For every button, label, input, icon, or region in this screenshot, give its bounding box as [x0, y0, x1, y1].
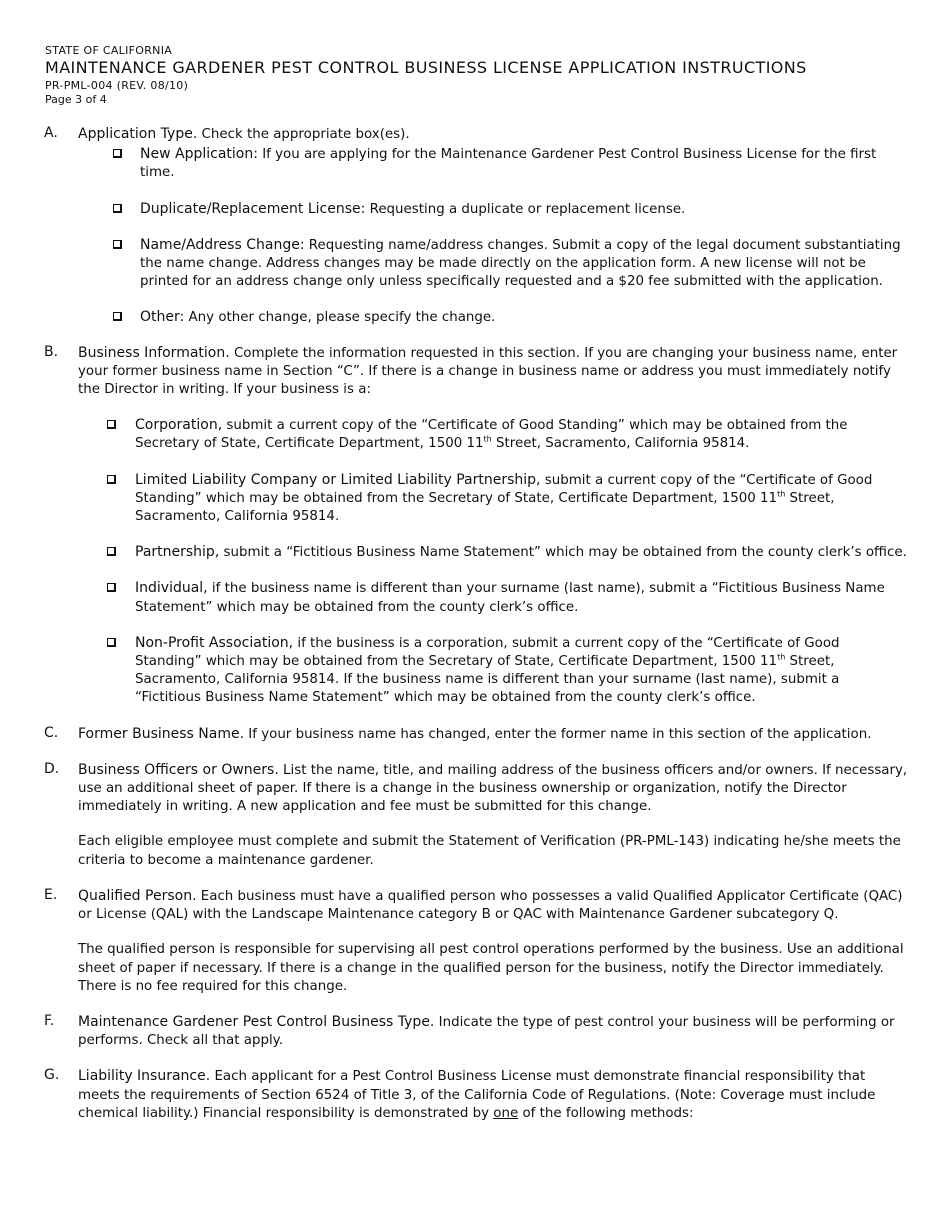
checkbox-bullet-icon [113, 240, 122, 249]
item-label: Individual, [135, 580, 208, 597]
section-title: Business Information. [78, 344, 230, 361]
list-item [140, 200, 908, 219]
item-label: Non-Profit Association, [135, 634, 294, 651]
section-c [0, 725, 950, 744]
section-letter: B. [44, 343, 59, 360]
section-f [0, 1013, 950, 1050]
section-letter: C. [44, 724, 59, 741]
section-title: Application Type. [78, 126, 198, 142]
section-title: Maintenance Gardener Pest Control Business Type. [78, 1013, 435, 1030]
checkbox-bullet-icon [107, 547, 116, 556]
section-a [0, 125, 950, 328]
section-d [0, 761, 950, 870]
item-text: Requesting a duplicate or replacement license. [365, 201, 686, 217]
section-text: Each business must have a qualified person who possesses a valid Qualified Applicator Certificate (QAC) or License (QAL) with the Landscape Maintenance category B or QAC with Maintenance Gardener subcategory Q. [78, 888, 903, 923]
section-title: Former Business Name. [78, 725, 245, 742]
section-title: Liability Insurance. [78, 1068, 211, 1085]
section-letter: E. [44, 886, 58, 903]
document-title: MAINTENANCE GARDENER PEST CONTROL BUSINESS LICENSE APPLICATION INSTRUCTIONS [45, 58, 807, 77]
checkbox-bullet-icon [107, 420, 116, 429]
checkbox-bullet-icon [113, 312, 122, 321]
item-text: If you are applying for the Maintenance Gardener Pest Control Business License for the first time. [140, 147, 877, 181]
list-item: Corporation, submit a current copy of the “Certificate of Good Standing” which may be obtained from the Secretary of State, Certificate Department, 1500 11th Street, Sacramento, California 95814. [135, 416, 908, 453]
instructions-body [0, 125, 950, 1123]
list-item: Individual, if the business name is different than your surname (last name), submit a “Fictitious Business Name Statement” which may be obtained from the county clerk’s office. [135, 579, 908, 616]
application-type-list [0, 145, 950, 327]
item-text: Requesting name/address changes. Submit a copy of the legal document substantiating the name change. Address changes may be made directly on the application form. A new license will not be printed for an address change only unless specifically requested and a $20 fee submitted with the application. [140, 237, 901, 290]
section-letter: F. [44, 1012, 55, 1029]
page-number: Page 3 of 4 [45, 93, 107, 106]
checkbox-bullet-icon [113, 149, 122, 158]
item-label: Corporation, [135, 417, 223, 434]
section-paragraph: The qualified person is responsible for supervising all pest control operations performed by the business. Use an additional sheet of paper if necessary. If there is a change in the qualified person for the business, notify the Director immediately. There is no fee required for this change. [78, 942, 904, 994]
form-number: PR-PML-004 (REV. 08/10) [45, 79, 189, 92]
checkbox-bullet-icon [107, 583, 116, 592]
item-label: Name/Address Change: [140, 236, 305, 253]
section-title: Qualified Person. [78, 887, 197, 904]
section-letter: D. [44, 760, 60, 777]
list-item [140, 236, 908, 292]
business-entity-list [0, 416, 950, 707]
checkbox-bullet-icon [113, 204, 122, 213]
section-text: List the name, title, and mailing address of the business officers and/or owners. If necessary, use an additional sheet of paper. If there is a change in the business ownership or organization, notify the Director immediately in writing. A new application and fee must be submitted for this change. [78, 762, 908, 815]
section-paragraph: Each eligible employee must complete and submit the Statement of Verification (PR-PML-143) indicating he/she meets the criteria to become a maintenance gardener. [78, 834, 901, 868]
section-text: Indicate the type of pest control your business will be performing or performs. Check all that apply. [78, 1014, 895, 1049]
item-label: Limited Liability Company or Limited Liability Partnership, [135, 471, 541, 488]
list-item [140, 145, 908, 182]
section-text: Check the appropriate box(es). [197, 127, 410, 142]
item-label: Partnership, [135, 544, 220, 561]
section-title: Business Officers or Owners. [78, 761, 279, 778]
section-text: Complete the information requested in this section. If you are changing your business name, enter your former business name in Section “C”. If there is a change in business name or address you must immediately notify the Director in writing. If your business is a: [78, 345, 898, 398]
checkbox-bullet-icon [107, 638, 116, 647]
checkbox-bullet-icon [107, 475, 116, 484]
item-label: Duplicate/Replacement License: [140, 200, 366, 217]
list-item: Limited Liability Company or Limited Liability Partnership, submit a current copy of the “Certificate of Good Standing” which may be obtained from the Secretary of State, Certificate Department, 1500 11th Street, Sacramento, California 95814. [135, 471, 908, 527]
item-text: Any other change, please specify the change. [184, 310, 496, 326]
list-item: Partnership, submit a “Fictitious Business Name Statement” which may be obtained from the county clerk’s office. [135, 543, 908, 562]
section-letter: G. [44, 1067, 60, 1084]
section-b [0, 344, 950, 708]
section-g: G. Liability Insurance. Each applicant for a Pest Control Business License must demonstrate financial responsibility that meets the requirements of Section 6524 of Title 3, of the California Code of Regulations. (Note: Coverage must include chemical liability.) Financial responsibility is demonstrated by one of the following methods: [44, 1067, 876, 1121]
state-label: STATE OF CALIFORNIA [45, 44, 173, 57]
item-label: New Application: [140, 146, 258, 163]
item-label: Other: [140, 309, 185, 326]
underlined-word: one [493, 1105, 519, 1121]
section-text: If your business name has changed, enter the former name in this section of the application. [244, 726, 872, 742]
list-item [140, 308, 908, 327]
section-e [0, 887, 950, 996]
section-letter: A. [44, 125, 58, 141]
list-item: Non-Profit Association, if the business is a corporation, submit a current copy of the “Certificate of Good Standing” which may be obtained from the Secretary of State, Certificate Department, 1500 11th Street, Sacramento, California 95814. If the business name is different than your surname (last name), submit a “Fictitious Business Name Statement” which may be obtained from the county clerk’s office. [135, 634, 908, 708]
